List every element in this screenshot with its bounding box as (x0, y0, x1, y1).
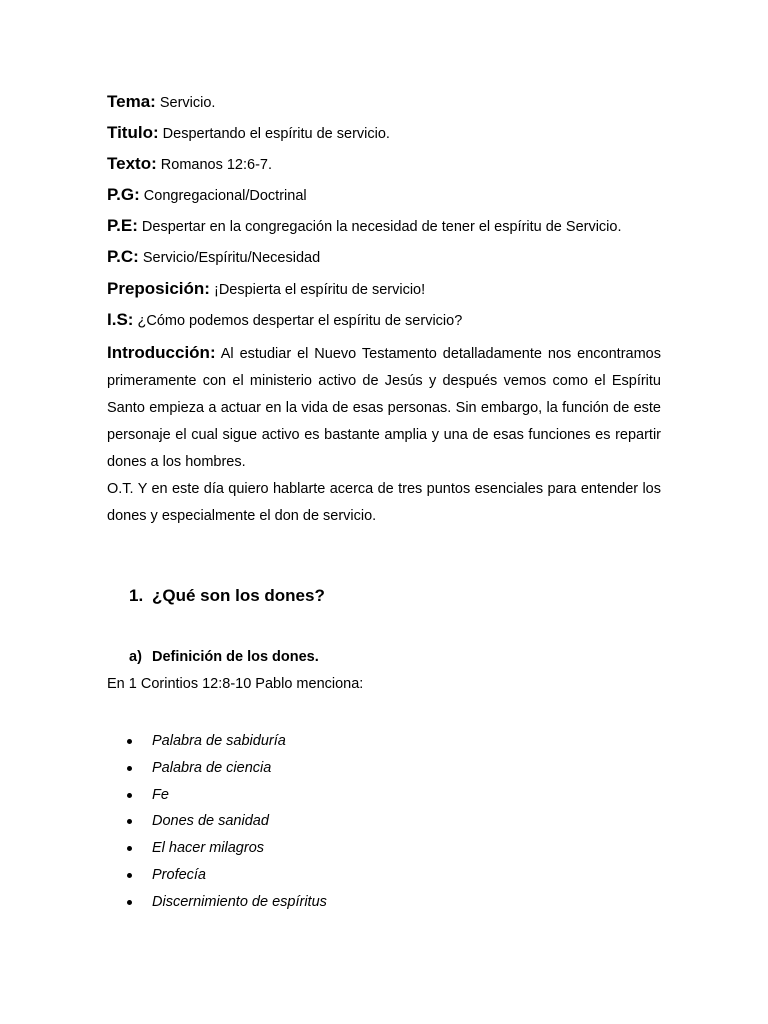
bullet-icon (127, 846, 132, 851)
field-value: Congregacional/Doctrinal (143, 188, 307, 204)
field-value: Servicio. (159, 95, 216, 111)
field-value: Romanos 12:6-7. (160, 157, 273, 173)
gift-text: Fe (152, 786, 169, 803)
gift-text: Dones de sanidad (152, 813, 269, 830)
reference-line: En 1 Corintios 12:8-10 Pablo menciona: (107, 676, 364, 692)
field-label: Titulo: (107, 123, 159, 142)
field-pc (107, 247, 667, 268)
bullet-icon (127, 873, 132, 878)
field-label: I.S: (107, 310, 134, 329)
field-label: Texto: (107, 154, 157, 173)
section-title: ¿Qué son los dones? (152, 586, 325, 605)
field-label: P.G: (107, 185, 140, 204)
introduction-paragraph (107, 339, 661, 476)
field-label: P.E: (107, 216, 138, 235)
field-titulo (107, 123, 667, 144)
subsection-title: Definición de los dones. (152, 649, 319, 665)
gift-text: El hacer milagros (152, 840, 265, 857)
field-tema (107, 92, 667, 113)
bullet-icon (127, 739, 132, 744)
subsection-number: a) (129, 649, 142, 665)
section-number: 1. (129, 586, 144, 605)
field-label: Tema: (107, 92, 156, 111)
subsection-heading (129, 647, 319, 667)
gift-text: Palabra de sabiduría (152, 733, 286, 749)
field-pg (107, 185, 667, 206)
bullet-icon (127, 900, 132, 905)
field-texto (107, 154, 667, 175)
field-value: ¡Despierta el espíritu de servicio! (214, 282, 426, 298)
field-value: ¿Cómo podemos despertar el espíritu de servicio? (137, 313, 463, 329)
bullet-icon (127, 819, 132, 824)
field-label: Preposición: (107, 279, 210, 298)
field-value: Despertar en la congregación la necesidad de tener el espíritu de Servicio. (141, 219, 622, 235)
field-label: P.C: (107, 247, 139, 266)
section-heading (129, 584, 325, 608)
field-pe (107, 216, 667, 237)
ot-paragraph: O.T. Y en este día quiero hablarte acerca de tres puntos esenciales para entender los dones y especialmente el don de servicio. (107, 481, 661, 524)
field-value: Servicio/Espíritu/Necesidad (142, 250, 321, 266)
field-value: Despertando el espíritu de servicio. (162, 126, 390, 142)
introduction-block (107, 339, 661, 530)
field-is (107, 310, 667, 331)
field-preposicion (107, 279, 667, 300)
gift-text: Discernimiento de espíritus (152, 893, 327, 910)
introduction-text: Al estudiar el Nuevo Testamento detalladamente nos encontramos primeramente con el ministerio activo de Jesús y después vemos como el Espíritu Santo empieza a actuar en la vida de esas personas. Sin embargo, la función de este personaje el cual sigue activo es bastante amplia y una de esas funciones es repartir dones a los hombres. (107, 346, 661, 470)
introduction-label: Introducción: (107, 343, 216, 362)
bullet-icon (127, 766, 132, 771)
gift-text: Profecía (152, 866, 206, 883)
bullet-icon (127, 793, 132, 798)
gift-text: Palabra de ciencia (152, 759, 272, 776)
